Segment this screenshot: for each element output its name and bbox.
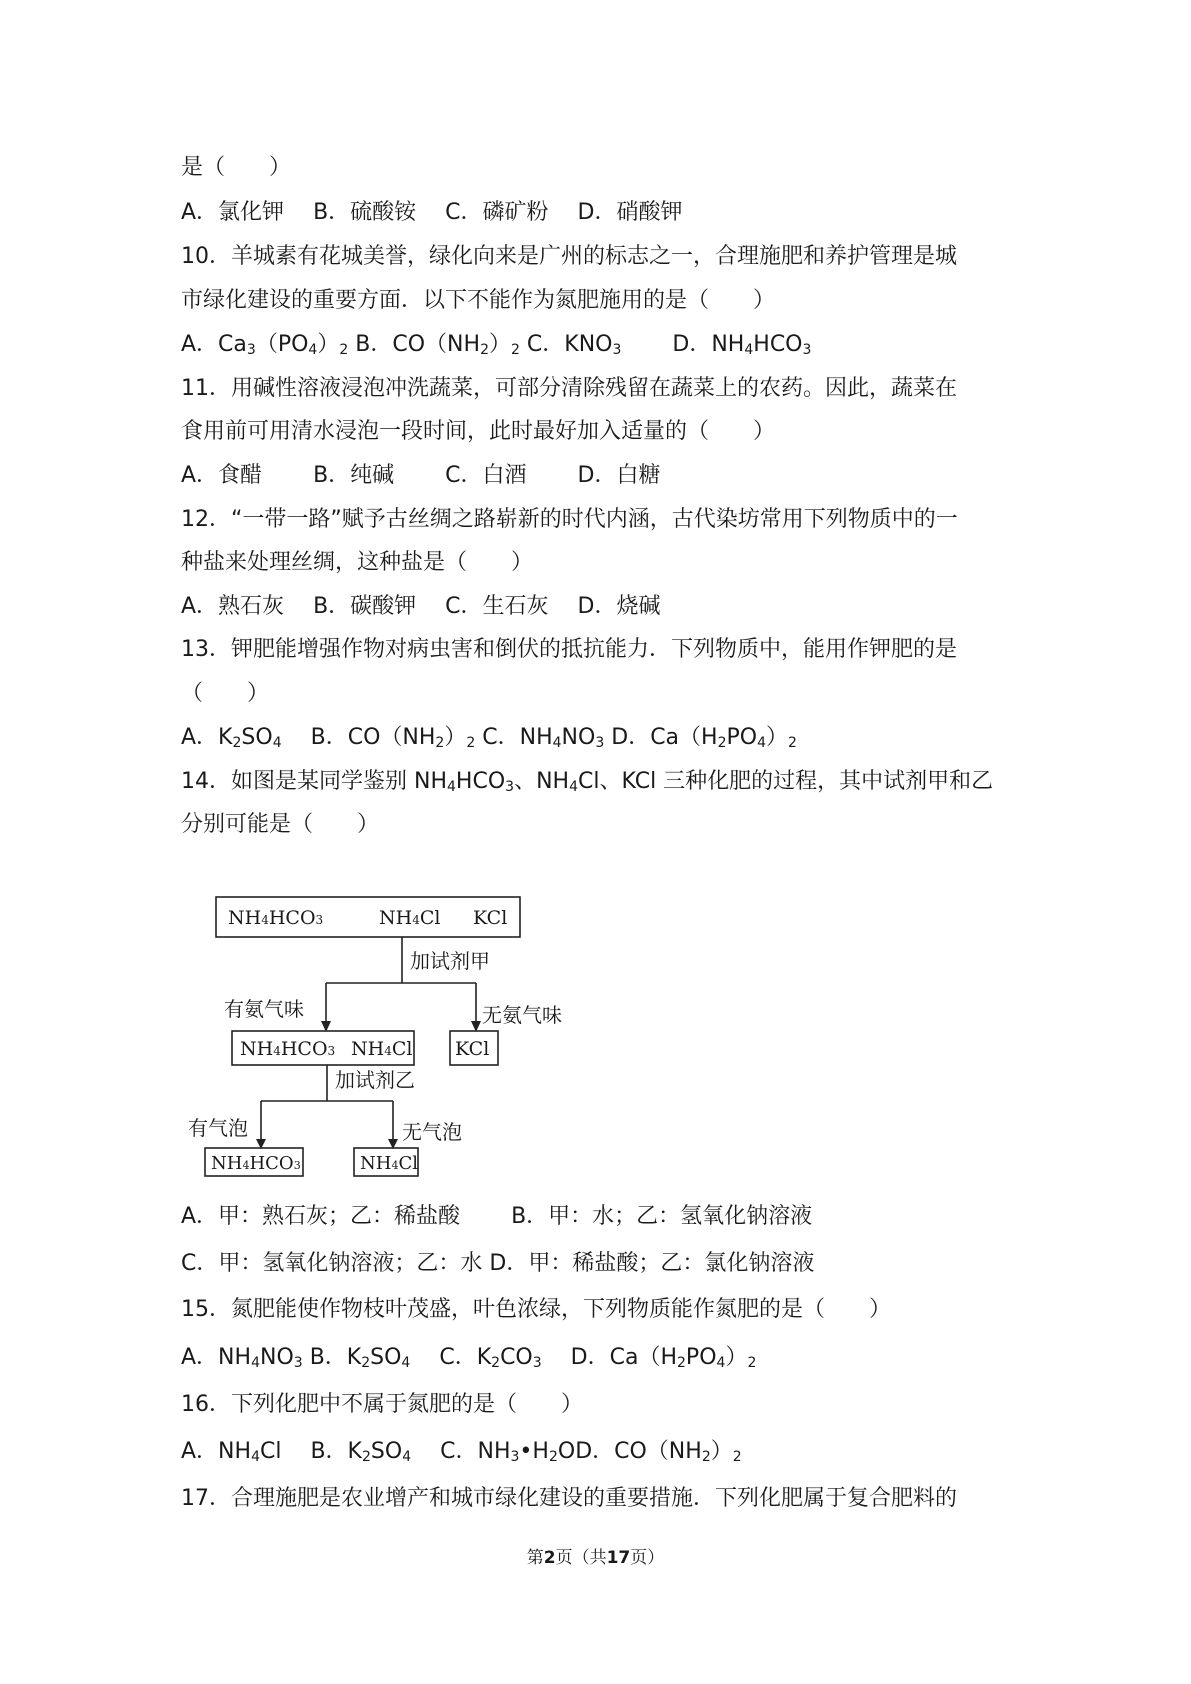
q12-option-c: C．生石灰 [445,594,549,619]
q11-option-c: C．白酒 [445,463,527,488]
q10-option-d: D．$NH_4HCO_3$ [672,332,812,358]
q11-stem-1: 11．用碱性溶液浸泡冲洗蔬菜，可部分清除残留在蔬菜上的农药。因此，蔬菜在 [181,376,957,401]
page-footer: 第2页（共17页） [526,1548,665,1568]
q14-option-b: B．甲：水；乙：氢氧化钠溶液 [511,1204,813,1229]
q15-option-d: D．$Ca(H_2PO_4)_2$ [570,1345,757,1371]
q11-option-a: A．食醋 [181,463,263,488]
q15-option-a: A．$NH_4NO_3$ [181,1345,303,1371]
flow-box-all-label-c: KCl [473,907,508,929]
q14-options-cd [181,1250,814,1278]
flow-box-ammonium-label-a: NH4HCO3 [240,1038,336,1060]
q16-option-cd: C．$NH_3•H_2OD$．$CO(NH_2)_2$ [440,1439,742,1465]
q10-stem-2: 市绿化建设的重要方面．以下不能作为氮肥施用的是（ ） [181,288,776,313]
q10-options [181,331,811,359]
q11-option-d: D．白糖 [577,463,661,488]
q9-option-b: B．硫酸铵 [313,200,417,225]
q14-option-a: A．甲：熟石灰；乙：稀盐酸 [181,1204,461,1229]
q9-stem-end: 是（ ） [181,155,292,180]
flow-box-nh4cl-label: NH4Cl [360,1153,418,1174]
q14-stem-2: 分别可能是（ ） [181,812,380,837]
q16-stem: 16．下列化肥中不属于氮肥的是（ ） [181,1392,583,1417]
flow-box-kcl-label: KCl [455,1038,490,1060]
flow-box-nh4hco3-label: NH4HCO3 [211,1153,301,1174]
q16-option-a: A．$NH_4Cl$ [181,1439,282,1465]
flow-box-all-label-a: NH4HCO3 [228,907,324,929]
reagent-yi-label: 加试剂乙 [335,1068,415,1092]
flow-box-ammonium-label-b: NH4Cl [351,1038,413,1060]
q16-options [181,1438,742,1466]
q10-option-b: B．$CO(NH_2)_2$ [355,332,520,358]
q11-option-b: B．纯碱 [313,463,395,488]
q13-stem-2: （ ） [181,681,270,706]
q13-stem-1: 13．钾肥能增强作物对病虫害和倒伏的抵抗能力．下列物质中，能用作钾肥的是 [181,637,957,662]
q15-option-b: B．$K_2SO_4$ [309,1345,411,1371]
q12-option-b: B．碳酸钾 [313,594,417,619]
q13-option-b: B．$CO(NH_2)_2$ [310,725,476,751]
q12-option-a: A．熟石灰 [181,594,285,619]
flow-box-all-label-b: NH4Cl [379,907,441,929]
q13-option-c: C．$NH_4NO_3$ [482,725,605,751]
q11-stem-2: 食用前可用清水浸泡一段时间，此时最好加入适量的（ ） [181,419,776,444]
q16-option-b: B．$K_2SO_4$ [310,1439,412,1465]
q17-stem: 17．合理施肥是农业增产和城市绿化建设的重要措施．下列化肥属于复合肥料的 [181,1486,957,1511]
q14-stem-1: 14．如图是某同学鉴别 $NH_4HCO_3$、$NH_4Cl$、KCl 三种化肥的过程，其中试剂甲和乙 [181,769,994,795]
no-bubbles-label: 无气泡 [402,1120,462,1144]
q12-stem-2: 种盐来处理丝绸，这种盐是（ ） [181,550,534,575]
q15-option-c: C．$K_2CO_3$ [439,1345,542,1371]
q10-option-a: A．$Ca_3(PO_4)_2$ [181,332,349,358]
q12-options [181,593,660,621]
bubbles-label: 有气泡 [188,1116,248,1140]
q10-stem-1: 10．羊城素有花城美誉，绿化向来是广州的标志之一，合理施肥和养护管理是城 [181,244,957,269]
q12-option-d: D．烧碱 [577,594,661,619]
q14-options-ab [181,1203,812,1231]
q13-option-a: A．$K_2SO_4$ [181,725,282,751]
q9-option-d: D．硝酸钾 [577,200,683,225]
q15-stem: 15．氮肥能使作物枝叶茂盛，叶色浓绿，下列物质能作氮肥的是（ ） [181,1297,891,1322]
q9-options [181,199,682,227]
ammonia-smell-label: 有氨气味 [224,997,304,1021]
q10-option-c: C．$KNO_3$ [526,332,622,358]
q15-options [181,1344,756,1372]
no-ammonia-smell-label: 无氨气味 [482,1003,562,1027]
q9-option-c: C．磷矿粉 [445,200,549,225]
q12-stem-1: 12．“一带一路”赋予古丝绸之路崭新的时代内涵，古代染坊常用下列物质中的一 [181,507,958,532]
q14-option-d: D．甲：稀盐酸；乙：氯化钠溶液 [489,1251,815,1276]
q9-option-a: A．氯化钾 [181,200,285,225]
q14-option-c: C．甲：氢氧化钠溶液；乙：水 [181,1251,483,1276]
q13-option-d: D．$Ca(H_2PO_4)_2$ [611,725,797,751]
q11-options [181,462,660,490]
identification-flowchart [180,895,580,1180]
reagent-jia-label: 加试剂甲 [410,949,490,973]
q13-options [181,724,797,752]
